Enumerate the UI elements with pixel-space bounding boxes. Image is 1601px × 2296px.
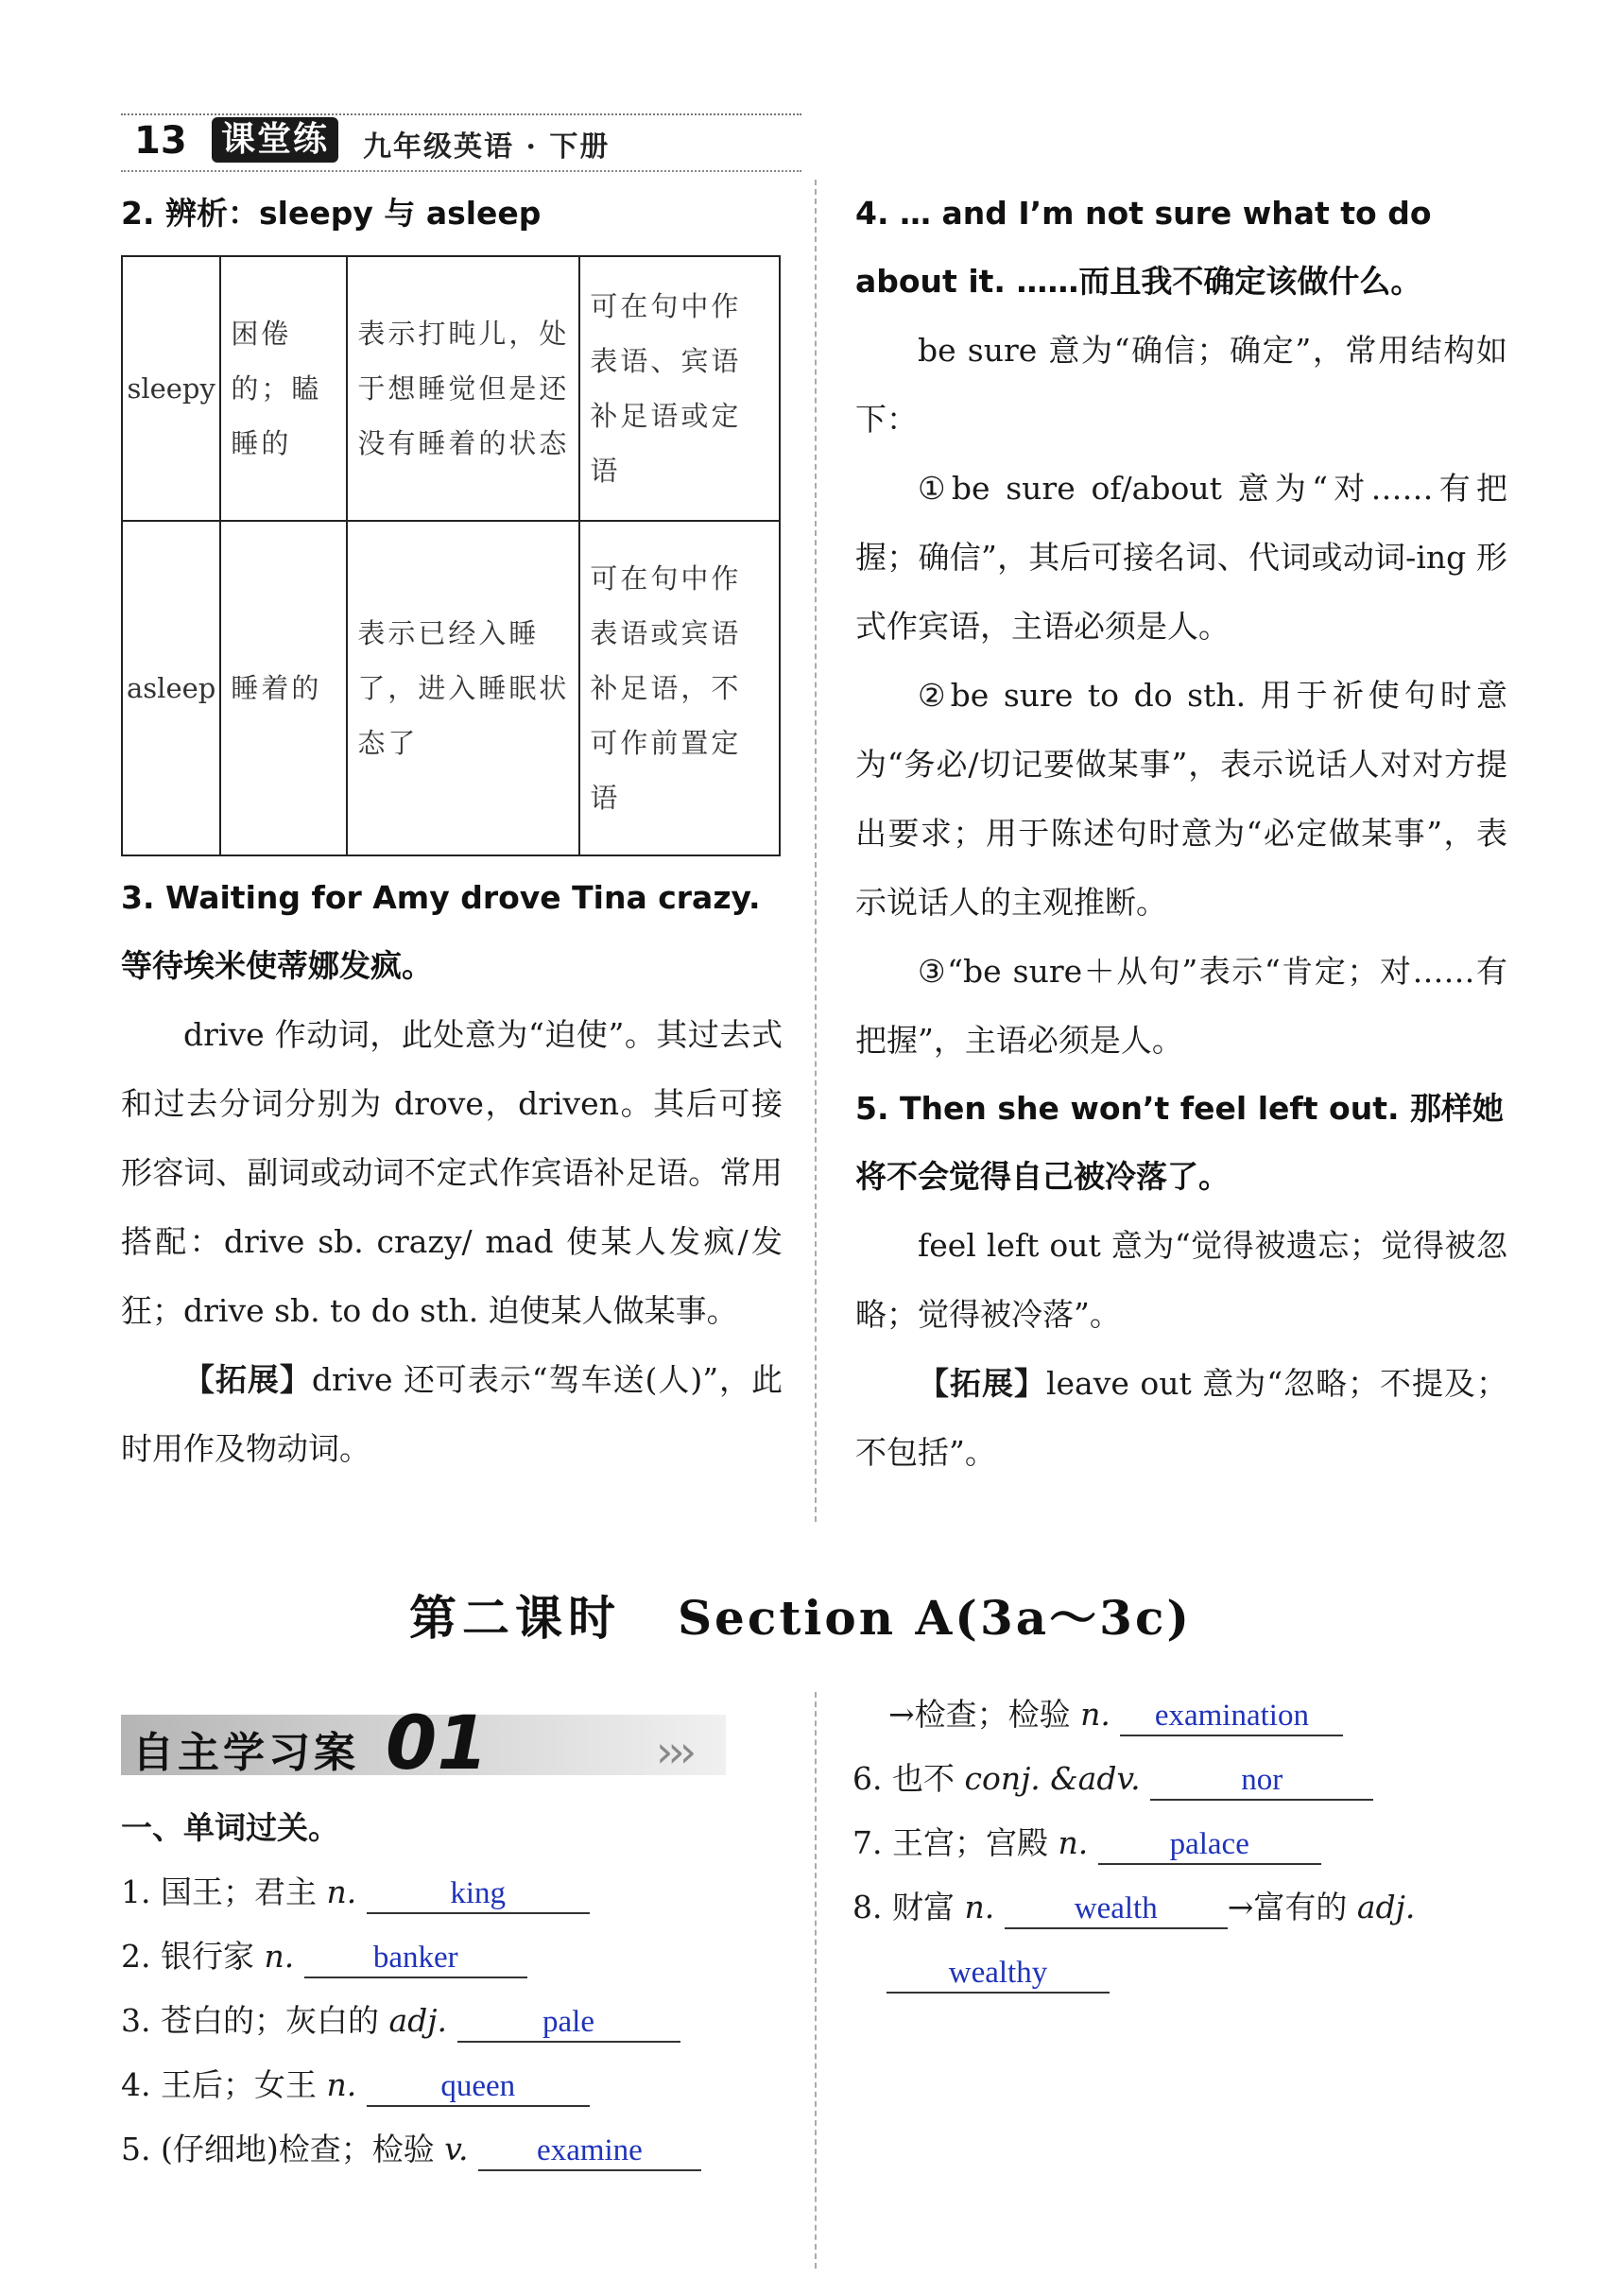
vocab-prompt: 1. 国王；君主 xyxy=(121,1873,327,1910)
vocab-item xyxy=(121,2053,801,2117)
vocab-item xyxy=(852,1683,1514,1747)
right-column xyxy=(855,180,1507,1487)
vocab-item xyxy=(121,1925,801,1989)
answer-blank[interactable]: examine xyxy=(478,2132,701,2171)
extension-text: drive 还可表示“驾车送(人)”，此时用作及物动词。 xyxy=(121,1361,783,1467)
vocab-list-right xyxy=(852,1683,1514,2004)
section-title xyxy=(0,1580,1601,1649)
table-cell-syntax: 可在句中作表语、宾语补足语或定语 xyxy=(579,256,780,521)
table-cell-word: asleep xyxy=(122,521,220,855)
left-column xyxy=(121,180,783,1483)
table-cell-meaning: 睡着的 xyxy=(220,521,347,855)
answer-blank[interactable]: wealthy xyxy=(887,1954,1110,1994)
answer-blank[interactable]: nor xyxy=(1150,1761,1373,1801)
q4-item-1: ①be sure of/about 意为“对……有把握；确信”，其后可接名词、代词或动词-ing 形式作宾语，主语必须是人。 xyxy=(855,470,1507,645)
vocab-heading: 一、单词过关。 xyxy=(121,1809,339,1846)
q3-title: 3. Waiting for Amy drove Tina crazy. 等待埃米使蒂娜发疯。 xyxy=(121,879,761,984)
column-divider xyxy=(815,180,817,1522)
column-divider xyxy=(815,1692,817,2269)
banner-label: 自主学习案 xyxy=(132,1729,359,1777)
vocab-prompt: 5. (仔细地)检查；检验 xyxy=(121,2131,445,2167)
q4-item-3: ③“be sure＋从句”表示“肯定；对……有把握”，主语必须是人。 xyxy=(855,953,1507,1059)
vocab-item xyxy=(852,1940,1514,2004)
vocab-item xyxy=(121,2117,801,2182)
page-header xyxy=(121,113,801,168)
extension-text: leave out 意为“忽略；不提及；不包括”。 xyxy=(855,1365,1508,1471)
table-cell-word: sleepy xyxy=(122,256,220,521)
part-of-speech: v. xyxy=(444,2131,469,2167)
table-cell-meaning: 困倦的；瞌睡的 xyxy=(220,256,347,521)
q4-item-2: ②be sure to do sth. 用于祈使句时意为“务必/切记要做某事”，表示说话人对对方提出要求；用于陈述句时意为“必定做某事”，表示说话人的主观推断。 xyxy=(855,677,1507,921)
answer-blank[interactable]: queen xyxy=(367,2067,590,2107)
table-cell-syntax: 可在句中作表语或宾语补足语，不可作前置定语 xyxy=(579,521,780,855)
vocab-prompt: 6. 也不 xyxy=(852,1760,965,1797)
q5-paragraph: feel left out 意为“觉得被遗忘；觉得被忽略；觉得被冷落”。 xyxy=(855,1227,1507,1333)
vocab-prompt: 3. 苍白的；灰白的 xyxy=(121,2002,389,2039)
vocab-item xyxy=(852,1811,1514,1875)
q4-title: 4. … and I’m not sure what to do about it. ……而且我不确定该做什么。 xyxy=(855,195,1432,300)
vocab-prompt: 4. 王后；女王 xyxy=(121,2066,327,2103)
vocab-item xyxy=(852,1747,1514,1811)
table-row xyxy=(122,521,780,855)
vocab-prompt: 8. 财富 xyxy=(852,1889,965,1925)
book-badge: 课堂练 xyxy=(212,117,338,163)
table-cell-usage: 表示打盹儿，处于想睡觉但是还没有睡着的状态 xyxy=(347,256,579,521)
part-of-speech: n. xyxy=(264,1938,295,1975)
answer-blank[interactable]: examination xyxy=(1120,1697,1343,1736)
part-of-speech: n. xyxy=(1080,1696,1110,1733)
answer-blank[interactable]: king xyxy=(367,1874,590,1914)
chevron-right-icon: ››› xyxy=(656,1726,692,1777)
answer-blank[interactable]: wealth xyxy=(1005,1890,1228,1929)
vocab-prompt: 2. 银行家 xyxy=(121,1938,265,1975)
part-of-speech: n. xyxy=(326,1873,357,1910)
table-row xyxy=(122,256,780,521)
page-number: 13 xyxy=(134,119,187,163)
answer-blank[interactable]: pale xyxy=(457,2003,680,2043)
header-bottom-rule xyxy=(121,170,801,172)
derived-prompt: →富有的 xyxy=(1227,1889,1357,1925)
part-of-speech: adj. xyxy=(388,2002,447,2039)
vocab-prompt: 7. 王宫；宫殿 xyxy=(852,1824,1059,1861)
extension-label: 【拓展】 xyxy=(918,1365,1046,1402)
q4-intro: be sure 意为“确信；确定”，常用结构如下： xyxy=(855,332,1507,438)
part-of-speech: adj. xyxy=(1356,1889,1416,1925)
q3-extension xyxy=(121,1345,783,1483)
header-top-rule xyxy=(121,113,801,115)
vocab-list-left xyxy=(121,1796,801,2182)
comparison-table xyxy=(121,255,781,856)
part-of-speech: n. xyxy=(326,2066,357,2103)
vocab-prompt: →检查；检验 xyxy=(888,1696,1081,1733)
answer-blank[interactable]: palace xyxy=(1098,1825,1321,1865)
vocab-item xyxy=(852,1875,1514,1940)
q3-paragraph: drive 作动词，此处意为“迫使”。其过去式和过去分词分别为 drove，driven。其后可接形容词、副词或动词不定式作宾语补足语。常用搭配：drive sb. crazy/ mad 使某人发疯/发狂；drive sb. to do sth. 迫使某人做某事。 xyxy=(121,1016,783,1329)
banner-number: 01 xyxy=(386,1701,489,1787)
extension-label: 【拓展】 xyxy=(183,1361,312,1398)
q5-extension xyxy=(855,1349,1507,1487)
vocab-item xyxy=(121,1860,801,1925)
section-label: Section A(3a～3c) xyxy=(677,1590,1193,1646)
lesson-label: 第二课时 xyxy=(408,1591,621,1646)
part-of-speech: n. xyxy=(964,1889,995,1925)
q5-title: 5. Then she won’t feel left out. 那样她将不会觉得自己被冷落了。 xyxy=(855,1090,1505,1195)
part-of-speech: n. xyxy=(1058,1824,1089,1861)
part-of-speech: conj. &adv. xyxy=(964,1760,1141,1797)
q2-title: 2. 辨析：sleepy 与 asleep xyxy=(121,195,542,232)
study-banner xyxy=(121,1701,745,1785)
table-cell-usage: 表示已经入睡了，进入睡眠状态了 xyxy=(347,521,579,855)
answer-blank[interactable]: banker xyxy=(304,1939,527,1978)
vocab-item xyxy=(121,1989,801,2053)
book-subtitle: 九年级英语 · 下册 xyxy=(363,130,611,164)
